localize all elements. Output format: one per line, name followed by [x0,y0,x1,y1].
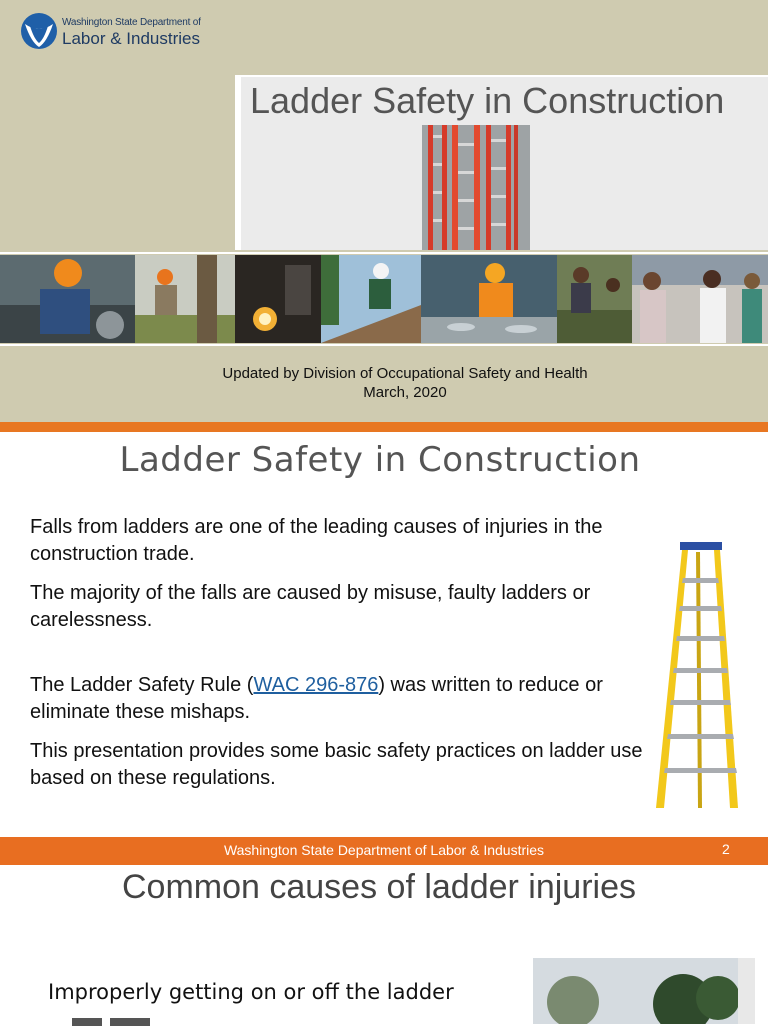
paragraph-falls: Falls from ladders are one of the leading causes of injuries in the construction trade. [30,516,603,565]
rule-text-after: ) was written to reduce or eliminate these mishaps. [30,674,603,723]
logo-line2: Labor & Industries [62,29,200,48]
bullet-improper-mount: Improperly getting on or off the ladder [48,980,454,1004]
photo-retail-workers [632,254,768,344]
slide3-title: Common causes of ladder injuries [121,868,637,906]
photo-fish-worker [421,254,557,344]
tree-ladder-photo [533,958,755,1024]
slide2-title: Ladder Safety in Construction [119,440,641,480]
paragraph-rule [30,672,650,726]
footer-bar [0,837,768,865]
li-logo-icon [20,12,58,50]
page-number: 2 [722,841,730,857]
paragraph-presentation: This presentation provides some basic safety practices on ladder use based on these regulations. [30,740,643,789]
paragraph-majority: The majority of the falls are caused by misuse, faulty ladders or carelessness. [30,582,591,631]
photo-farmworkers [557,254,632,344]
photo-roofer [321,254,421,344]
updated-line1: Updated by Division of Occupational Safety and Health [222,365,588,382]
title-slide [0,0,768,422]
ladders-photo [422,125,530,250]
photo-machinist [0,254,135,344]
updated-note [0,364,768,402]
slide-divider [0,422,768,432]
photo-logger [135,254,235,344]
footer-text: Washington State Department of Labor & Industries [223,842,545,858]
updated-line2: March, 2020 [363,384,447,401]
stepladder-image [650,540,742,812]
li-logo [20,12,220,52]
logo-line1: Washington State Department of [62,17,201,28]
rule-text-before: The Ladder Safety Rule ( [30,674,254,696]
worker-photo-strip [0,252,768,346]
slide1-title: Ladder Safety in Construction [250,80,725,121]
wac-link[interactable]: WAC 296-876 [253,674,379,696]
photo-welder [235,254,321,344]
